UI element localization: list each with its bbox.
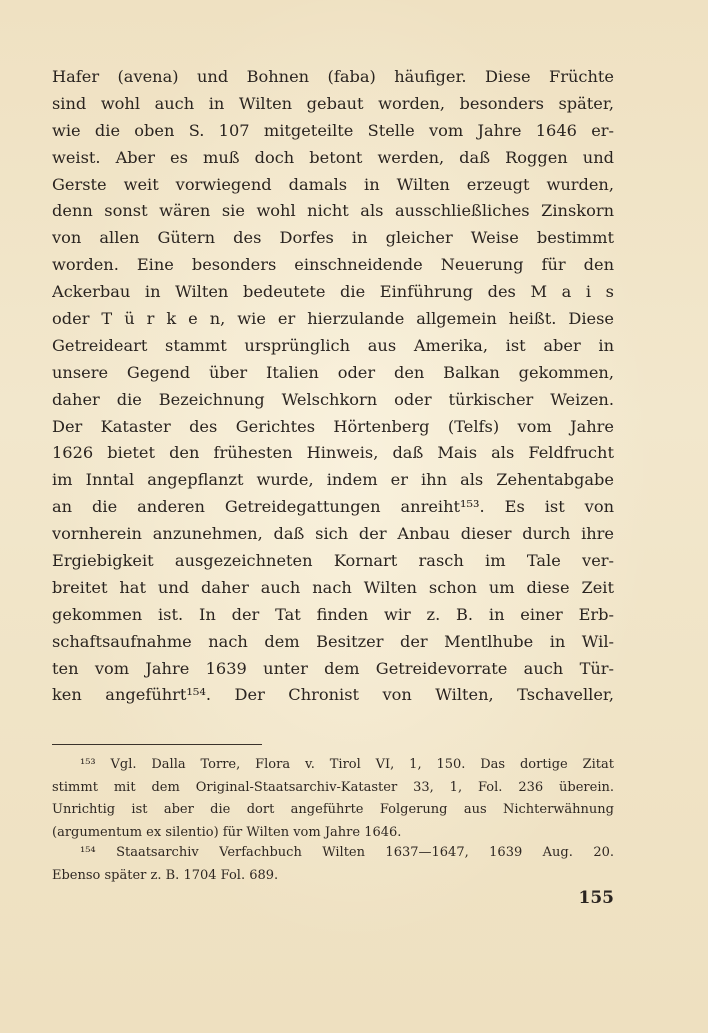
- footnote-154: [52, 842, 614, 887]
- text-line: Der Kataster des Gerichtes Hörtenberg (Telfs) vom Jahre: [52, 416, 614, 436]
- text-line: Ergiebigkeit ausgezeichneten Kornart rasch im Tale ver-: [52, 551, 614, 571]
- footnote-line: (argumentum ex silentio) für Wilten vom Jahre 1646.: [52, 824, 402, 840]
- text-line: unsere Gegend über Italien oder den Balkan gekommen,: [52, 362, 614, 382]
- footnote-line: Unrichtig ist aber die dort angeführte Folgerung aus Nichterwähnung: [52, 802, 614, 818]
- main-text: [52, 64, 614, 709]
- footnote-line: ¹⁵³ Vgl. Dalla Torre, Flora v. Tirol VI, 1, 150. Das dortige Zitat: [80, 757, 614, 772]
- footnote-153: [52, 754, 614, 844]
- text-line: sind wohl auch in Wilten gebaut worden, besonders später,: [52, 93, 614, 113]
- text-line: Hafer (avena) und Bohnen (faba) häufiger. Diese Früchte: [52, 67, 614, 86]
- text-line: ten vom Jahre 1639 unter dem Getreidevorrate auch Tür-: [52, 658, 614, 678]
- text-line: schaftsaufnahme nach dem Besitzer der Mentlhube in Wil-: [52, 631, 614, 651]
- text-line: Getreideart stammt ursprünglich aus Amerika, ist aber in: [52, 335, 614, 355]
- text-line: oder T ü r k e n, wie er hierzulande allgemein heißt. Diese: [52, 309, 614, 329]
- text-line: denn sonst wären sie wohl nicht als ausschließliches Zinskorn: [52, 201, 614, 221]
- text-line: von allen Gütern des Dorfes in gleicher Weise bestimmt: [52, 228, 614, 248]
- footnote-divider: [52, 744, 262, 745]
- page-number: 155: [578, 888, 614, 908]
- text-line: 1626 bietet den frühesten Hinweis, daß Mais als Feldfrucht: [52, 443, 614, 463]
- footnote-line: Ebenso später z. B. 1704 Fol. 689.: [52, 867, 279, 883]
- footnote-line: ¹⁵⁴ Staatsarchiv Verfachbuch Wilten 1637—1647, 1639 Aug. 20.: [80, 845, 614, 860]
- text-line: worden. Eine besonders einschneidende Neuerung für den: [52, 255, 614, 275]
- text-line: daher die Bezeichnung Welschkorn oder türkischer Weizen.: [52, 389, 614, 409]
- text-line: im Inntal angepflanzt wurde, indem er ihn als Zehentabgabe: [52, 470, 614, 490]
- text-line: Gerste weit vorwiegend damals in Wilten erzeugt wurden,: [52, 174, 614, 194]
- text-line: weist. Aber es muß doch betont werden, daß Roggen und: [52, 147, 614, 167]
- text-line: vornherein anzunehmen, daß sich der Anbau dieser durch ihre: [52, 524, 614, 544]
- text-line: ken angeführt¹⁵⁴. Der Chronist von Wilten, Tschaveller,: [52, 685, 614, 705]
- text-line: breitet hat und daher auch nach Wilten schon um diese Zeit: [52, 577, 614, 597]
- text-line: Ackerbau in Wilten bedeutete die Einführung des M a i s: [52, 282, 614, 302]
- footnote-line: stimmt mit dem Original-Staatsarchiv-Kataster 33, 1, Fol. 236 überein.: [52, 779, 614, 795]
- text-line: gekommen ist. In der Tat finden wir z. B. in einer Erb-: [52, 604, 614, 624]
- text-line: an die anderen Getreidegattungen anreiht¹⁵³. Es ist von: [52, 497, 614, 517]
- text-line: wie die oben S. 107 mitgeteilte Stelle vom Jahre 1646 er-: [52, 120, 614, 140]
